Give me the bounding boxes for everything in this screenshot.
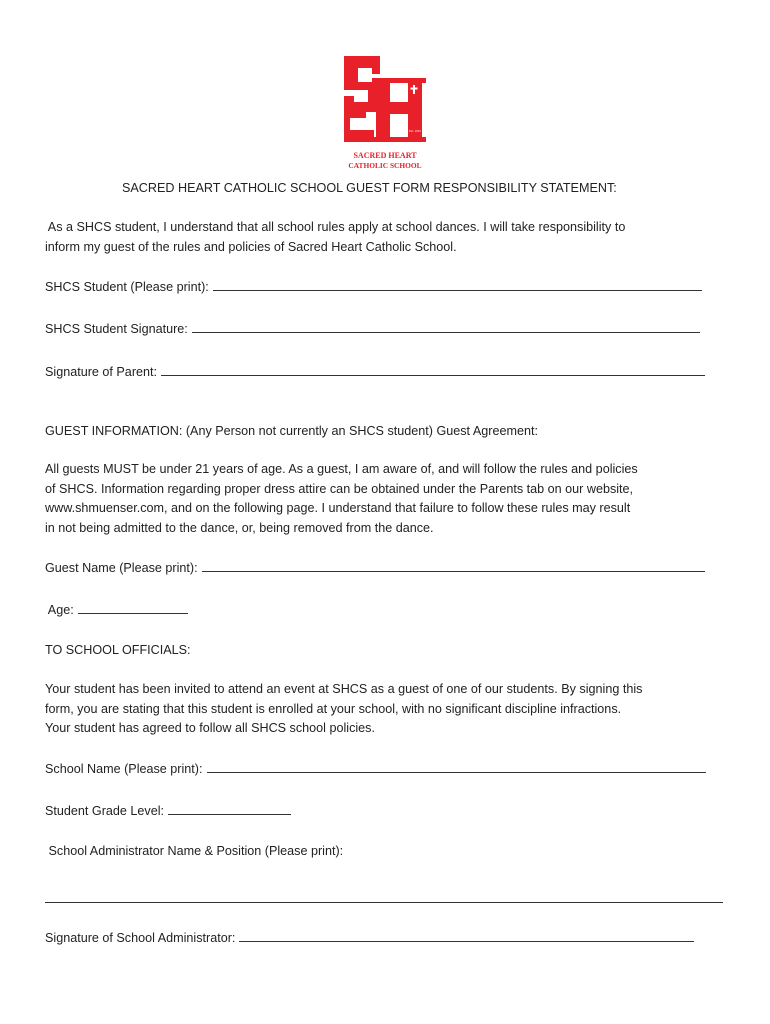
logo-est: Est. 1901: [408, 129, 422, 133]
grade-level-label: Student Grade Level:: [45, 804, 165, 818]
student-print-field[interactable]: [45, 278, 702, 294]
school-logo: [336, 52, 434, 172]
guest-name-field[interactable]: [45, 559, 705, 575]
logo-line2: CATHOLIC SCHOOL: [348, 161, 422, 170]
guest-paragraph: [45, 460, 730, 538]
parent-signature-field[interactable]: [45, 363, 705, 379]
logo-s-shape: [344, 56, 380, 112]
admin-name-field[interactable]: [45, 890, 723, 903]
student-print-line[interactable]: [213, 278, 702, 291]
guest-heading: GUEST INFORMATION: (Any Person not currently an SHCS student) Guest Agreement:: [45, 424, 538, 438]
parent-signature-line[interactable]: [161, 363, 705, 376]
age-field[interactable]: [45, 601, 188, 617]
officials-line: Your student has been invited to attend an event at SHCS as a guest of one of our students. By signing this: [45, 682, 643, 696]
statement-line: inform my guest of the rules and policies of Sacred Heart Catholic School.: [45, 239, 457, 254]
statement-paragraph: [45, 218, 730, 257]
student-signature-field[interactable]: [45, 320, 700, 336]
student-signature-label: SHCS Student Signature:: [45, 322, 188, 336]
logo-s-lower: [344, 112, 374, 142]
guest-line: All guests MUST be under 21 years of age. As a guest, I am aware of, and will follow the rules and policies: [45, 462, 638, 476]
guest-name-line[interactable]: [202, 559, 705, 572]
statement-line: As a SHCS student, I understand that all school rules apply at school dances. I will take responsibility to: [45, 220, 626, 234]
guest-name-label: Guest Name (Please print):: [45, 561, 198, 575]
admin-signature-label: Signature of School Administrator:: [45, 931, 236, 945]
school-name-label: School Name (Please print):: [45, 762, 203, 776]
admin-name-line[interactable]: [45, 890, 723, 903]
grade-level-field[interactable]: [45, 802, 291, 818]
school-name-line[interactable]: [207, 760, 706, 773]
officials-line: form, you are stating that this student is enrolled at your school, with no significant discipline infractions.: [45, 701, 622, 716]
guest-line: www.shmuenser.com, and on the following page. I understand that failure to follow these rules may result: [45, 501, 631, 515]
admin-signature-line[interactable]: [239, 929, 694, 942]
form-title: SACRED HEART CATHOLIC SCHOOL GUEST FORM RESPONSIBILITY STATEMENT:: [122, 181, 617, 195]
student-print-label: SHCS Student (Please print):: [45, 280, 209, 294]
school-name-field[interactable]: [45, 760, 706, 776]
logo-h-serif-top: [372, 78, 426, 83]
logo-h-bar: [376, 102, 422, 114]
officials-heading: TO SCHOOL OFFICIALS:: [45, 643, 191, 657]
guest-line: in not being admitted to the dance, or, being removed from the dance.: [45, 520, 434, 535]
admin-name-label: School Administrator Name & Position (Please print):: [45, 844, 344, 858]
logo-line1: SACRED HEART: [353, 151, 417, 160]
parent-signature-label: Signature of Parent:: [45, 365, 158, 379]
officials-line: Your student has agreed to follow all SHCS school policies.: [45, 721, 375, 735]
age-line[interactable]: [78, 601, 188, 614]
student-signature-line[interactable]: [192, 320, 700, 333]
logo-h-serif-bottom: [372, 137, 426, 142]
guest-line: of SHCS. Information regarding proper dress attire can be obtained under the Parents tab on our website,: [45, 481, 634, 496]
age-label: Age:: [45, 603, 74, 617]
admin-signature-field[interactable]: [45, 929, 694, 945]
officials-paragraph: [45, 680, 730, 739]
grade-level-line[interactable]: [168, 802, 291, 815]
